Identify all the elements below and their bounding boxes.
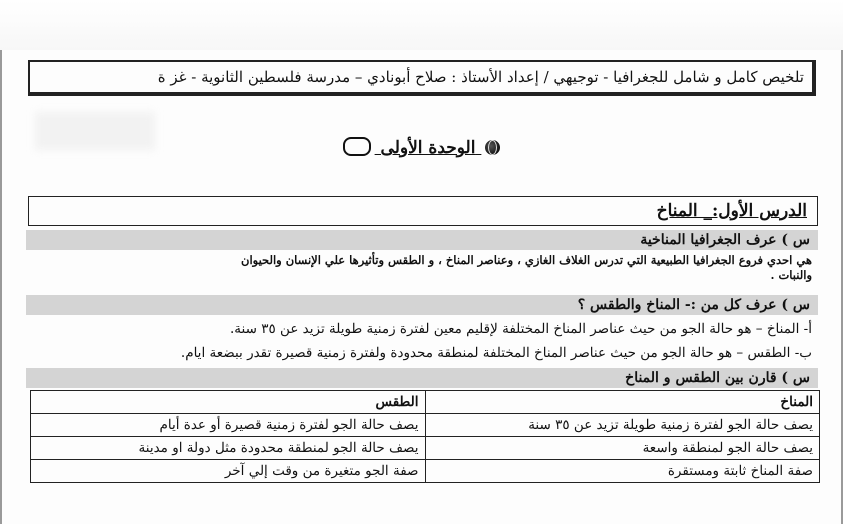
- question-1: [26, 230, 818, 250]
- question-1-text: س ) عرف الجغرافيا المناخية: [640, 232, 810, 248]
- table-row: [31, 460, 820, 483]
- table-cell: صفة المناخ ثابتة ومستقرة: [425, 460, 820, 483]
- question-2: [26, 295, 818, 315]
- table-cell: يصف حالة الجو لمنطقة محدودة مثل دولة او مدينة: [31, 437, 426, 460]
- badge-icon: [343, 137, 371, 156]
- header-text: تلخيص كامل و شامل للجغرافيا - توجيهي / إعداد الأستاذ : صلاح أبونادي – مدرسة فلسطين الثانوية - غز ة: [157, 68, 804, 86]
- question-2-text: س ) عرف كل من :- المناخ والطقس ؟: [577, 297, 810, 313]
- answer-2-b: ب- الطقس – هو حالة الجو من حيث عناصر المناخ المختلفة لمنطقة محدودة ولفترة زمنية قصيرة تقدر ببضعة ايام.: [180, 345, 812, 361]
- answer-2-a: أ- المناخ – هو حالة الجو من حيث عناصر المناخ المختلفة لإقليم معين لفترة زمنية طويلة تزيد عن ٣٥ سنة.: [230, 321, 812, 337]
- answer-1-line-2: والنبات .: [770, 268, 812, 282]
- table-row: [31, 414, 820, 437]
- page-top-margin: [0, 0, 843, 50]
- answer-1-line-1: هي احدي فروع الجغرافيا الطبيعية التي تدرس الغلاف الغازي ، وعناصر المناخ ، و الطقس وتأثيرها علي الإنسان والحيوان: [241, 253, 812, 267]
- document-header: [28, 60, 816, 96]
- unit-title: [0, 137, 843, 158]
- table-cell: صفة الجو متغيرة من وقت إلي آخر: [31, 460, 426, 483]
- table-header-weather: الطقس: [31, 391, 426, 414]
- comparison-table: [30, 390, 820, 483]
- table-header-row: [31, 391, 820, 414]
- table-cell: يصف حالة الجو لمنطقة واسعة: [425, 437, 820, 460]
- question-3: [26, 368, 818, 388]
- table-cell: يصف حالة الجو لفترة زمنية قصيرة أو عدة أيام: [31, 414, 426, 437]
- lesson-title: [28, 196, 818, 226]
- table-header-climate: المناخ: [425, 391, 820, 414]
- table-row: [31, 437, 820, 460]
- globe-icon: [485, 140, 500, 155]
- question-3-text: س ) قارن بين الطقس و المناخ: [625, 370, 810, 386]
- table-cell: يصف حالة الجو لفترة زمنية طويلة تزيد عن ٣٥ سنة: [425, 414, 820, 437]
- lesson-title-text: الدرس الأول:_ المناخ: [656, 201, 807, 221]
- unit-title-text: الوحدة الأولى: [380, 138, 476, 158]
